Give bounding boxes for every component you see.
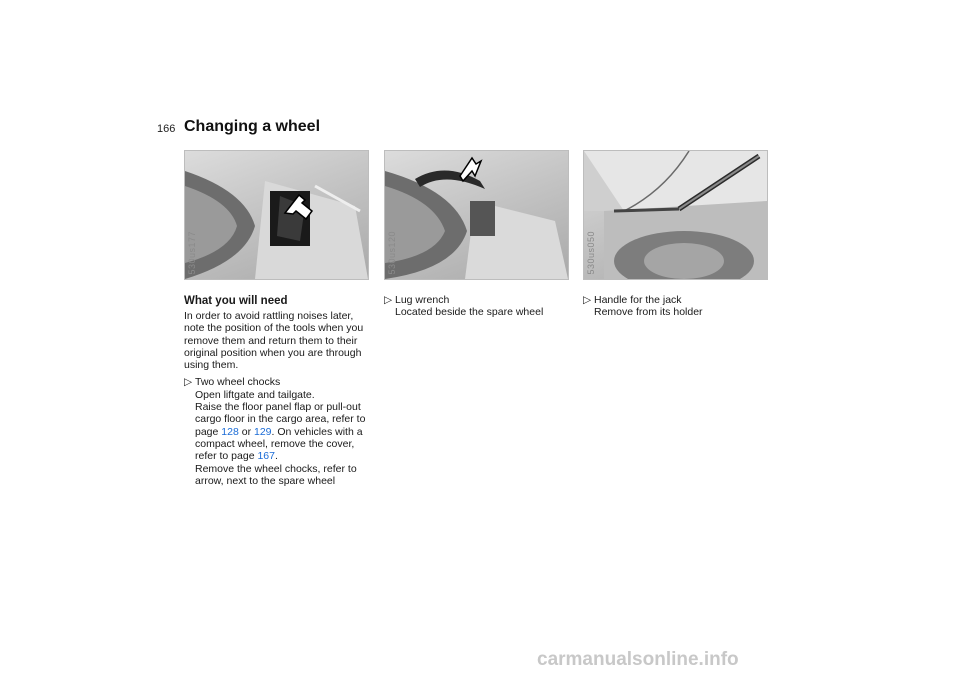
text-column-1: [184, 294, 379, 487]
image-code: 530us120: [387, 231, 397, 275]
intro-paragraph: [184, 310, 379, 371]
bullet-triangle-icon: ▷: [384, 294, 393, 306]
photo-jack-handle: [583, 150, 768, 280]
text-segment: page: [195, 425, 222, 438]
page-title: Changing a wheel: [184, 118, 321, 135]
list-item-jack-handle: [583, 294, 778, 319]
page-link-167[interactable]: 167: [257, 450, 275, 463]
text-column-2: [384, 294, 579, 319]
intro-line: remove them and return them to their: [184, 334, 358, 347]
item-line: Raise the floor panel flap or pull-out: [195, 401, 361, 414]
photo-lug-wrench: [384, 150, 569, 280]
item-title: Lug wrench: [395, 294, 450, 306]
text-segment: .: [275, 450, 278, 463]
list-item-wheel-chocks: [184, 376, 379, 487]
page-number: 166: [157, 123, 176, 135]
intro-line: note the position of the tools when you: [184, 322, 364, 335]
photo-wheel-chocks: [184, 150, 369, 280]
text-segment: or: [238, 425, 254, 438]
item-line: Remove the wheel chocks, refer to: [195, 462, 357, 475]
section-heading: What you will need: [184, 295, 288, 307]
item-line: cargo floor in the cargo area, refer to: [195, 413, 366, 426]
text-segment: refer to page: [195, 450, 258, 463]
jack-handle-illustration: [584, 151, 767, 279]
item-line: arrow, next to the spare wheel: [195, 474, 336, 487]
item-line: Located beside the spare wheel: [395, 306, 544, 319]
intro-line: In order to avoid rattling noises later,: [184, 310, 354, 322]
bullet-triangle-icon: ▷: [184, 376, 193, 389]
list-item-lug-wrench: [384, 294, 579, 319]
item-line: Open liftgate and tailgate.: [195, 388, 315, 401]
item-title: Handle for the jack: [594, 294, 682, 306]
page-link-128[interactable]: 128: [221, 425, 239, 438]
image-code: 530us050: [586, 231, 596, 275]
image-code: 530us177: [187, 231, 197, 275]
text-segment: . On vehicles with a: [271, 425, 363, 438]
intro-line: original position when you are through: [184, 346, 362, 359]
watermark-text: carmanualsonline.info: [537, 649, 739, 670]
item-line: [195, 426, 379, 438]
lug-wrench-illustration: [385, 151, 568, 279]
wheel-chocks-illustration: [185, 151, 368, 279]
item-line: [195, 450, 379, 462]
page-link-129[interactable]: 129: [253, 425, 272, 438]
bullet-triangle-icon: ▷: [583, 294, 592, 306]
item-title: Two wheel chocks: [195, 376, 281, 389]
item-line: compact wheel, remove the cover,: [195, 437, 355, 450]
item-line: Remove from its holder: [594, 306, 703, 319]
intro-line: using them.: [184, 359, 239, 372]
text-column-3: [583, 294, 778, 319]
